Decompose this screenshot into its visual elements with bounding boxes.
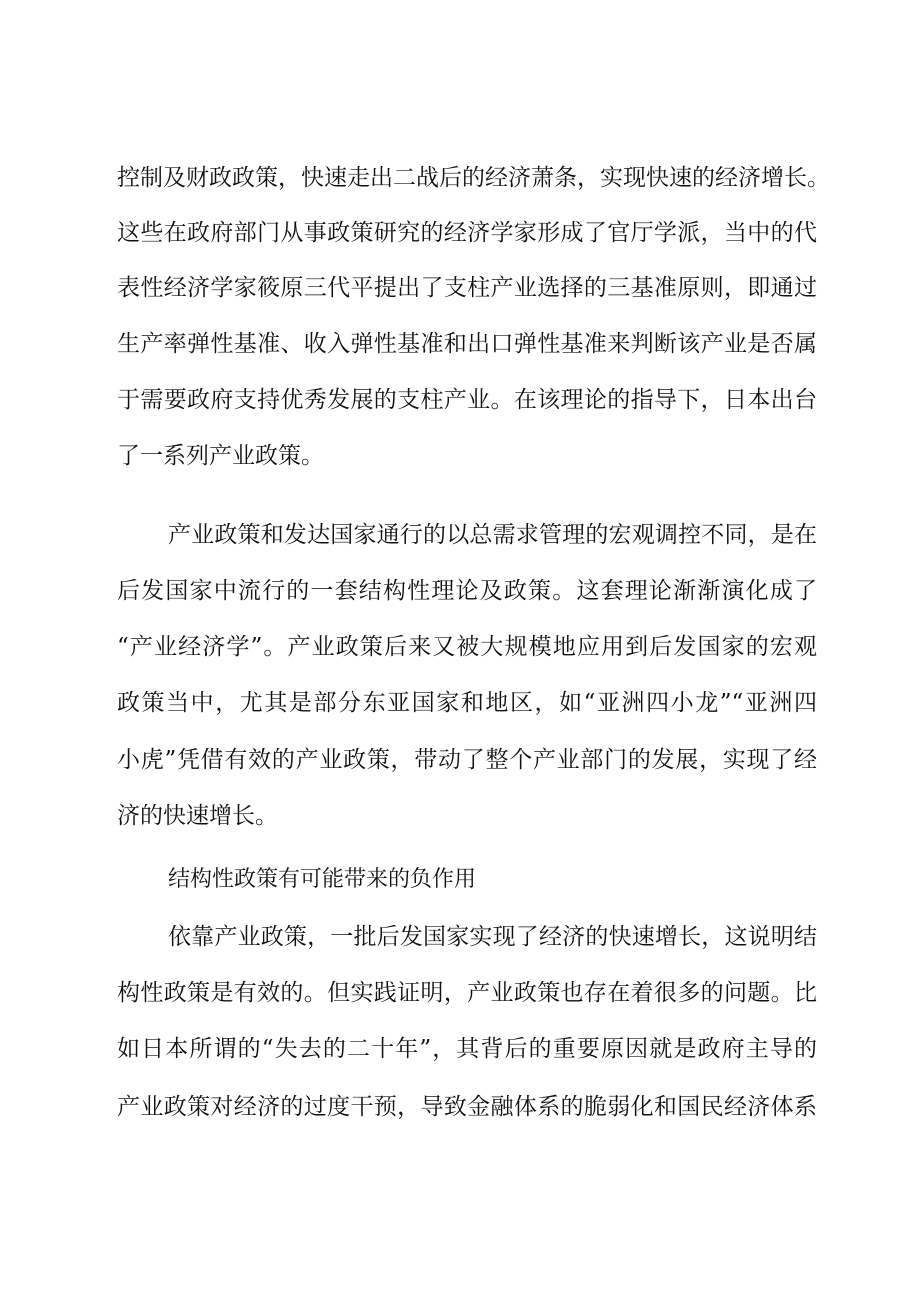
paragraph-2-line-6: 济的快速增长。 xyxy=(117,803,278,829)
paragraph-2-line-3: “产业经济学”。产业政策后来又被大规模地应用到后发国家的宏观 xyxy=(117,634,817,660)
paragraph-3-line-3: 如日本所谓的“失去的二十年”，其背后的重要原因就是政府主导的 xyxy=(117,1036,817,1062)
paragraph-3-line-4: 产业政策对经济的过度干预，导致金融体系的脆弱化和国民经济体系 xyxy=(117,1094,817,1120)
section-heading: 结构性政策有可能带来的负作用 xyxy=(168,867,477,892)
paragraph-2-line-1: 产业政策和发达国家通行的以总需求管理的宏观调控不同，是在 xyxy=(168,522,817,548)
paragraph-3-line-1: 依靠产业政策，一批后发国家实现了经济的快速增长，这说明结 xyxy=(168,924,817,950)
paragraph-1-line-6: 了一系列产业政策。 xyxy=(117,443,324,469)
paragraph-3-line-2: 构性政策是有效的。但实践证明，产业政策也存在着很多的问题。比 xyxy=(117,980,817,1006)
paragraph-2-line-5: 小虎”凭借有效的产业政策，带动了整个产业部门的发展，实现了经 xyxy=(117,747,817,773)
paragraph-1-line-4: 生产率弹性基准、收入弹性基准和出口弹性基准来判断该产业是否属 xyxy=(117,331,817,357)
paragraph-1-line-3: 表性经济学家筱原三代平提出了支柱产业选择的三基准原则，即通过 xyxy=(117,275,817,301)
paragraph-1-line-1: 控制及财政政策，快速走出二战后的经济萧条，实现快速的经济增长。 xyxy=(117,165,830,191)
paragraph-2-line-2: 后发国家中流行的一套结构性理论及政策。这套理论渐渐演化成了 xyxy=(117,578,817,604)
paragraph-2-line-4: 政策当中，尤其是部分东亚国家和地区，如“亚洲四小龙”“亚洲四 xyxy=(117,690,817,716)
paragraph-1-line-2: 这些在政府部门从事政策研究的经济学家形成了官厅学派，当中的代 xyxy=(117,220,817,246)
paragraph-1-line-5: 于需要政府支持优秀发展的支柱产业。在该理论的指导下，日本出台 xyxy=(117,387,817,413)
